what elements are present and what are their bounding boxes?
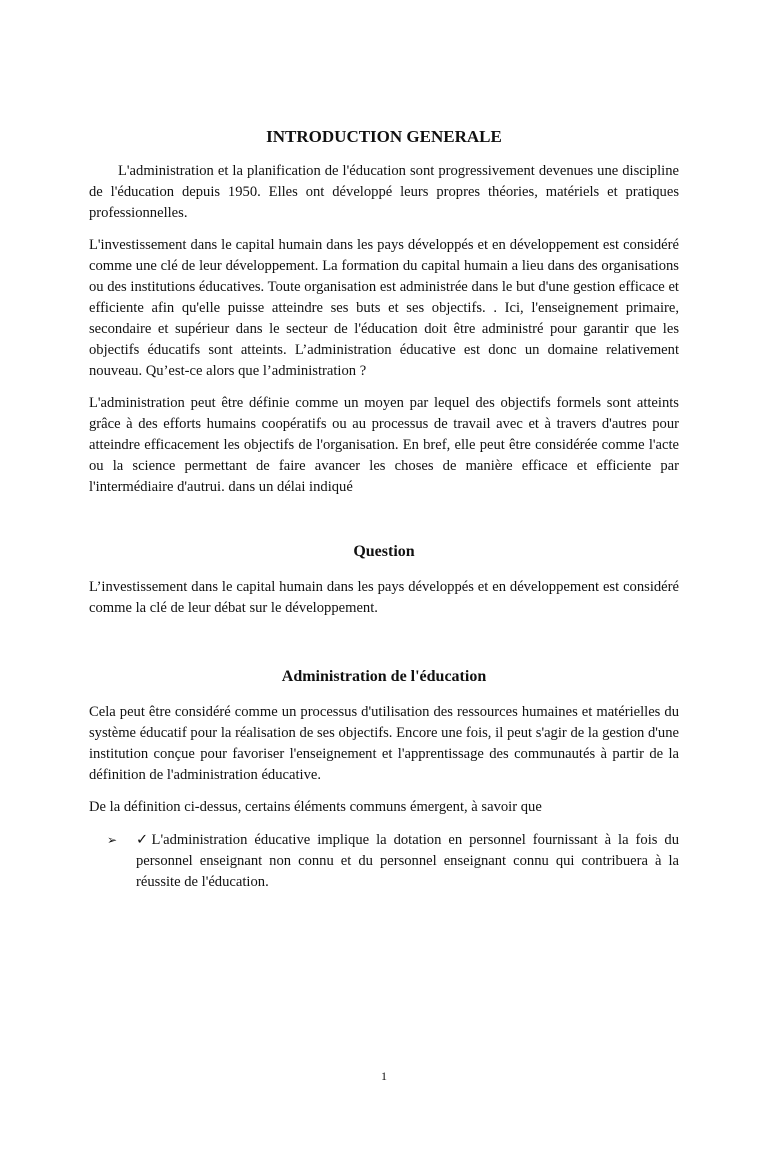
- document-page: [0, 125, 768, 1149]
- administration-paragraph-1: Cela peut être considéré comme un processus d'utilisation des ressources humaines et matérielles du système éducatif pour la réalisation de ses objectifs. Encore une fois, il peut s'agir de la gestion d'une institution conçue pour favoriser l'enseignement et l'apprentissage des communautés à partir de la définition de l'administration éducative.: [89, 704, 679, 783]
- question-paragraph: L’investissement dans le capital humain dans les pays développés et en développement est considéré comme la clé de leur débat sur le développement.: [89, 579, 679, 616]
- intro-paragraph-1: L'administration et la planification de l'éducation sont progressivement devenues une discipline de l'éducation depuis 1950. Elles ont développé leurs propres théories, matériels et pratiques professionnelles.: [89, 163, 679, 221]
- administration-paragraph-2: De la définition ci-dessus, certains éléments communs émergent, à savoir que: [89, 799, 542, 815]
- bullet-text: ✓L'administration éducative implique la dotation en personnel fournissant à la fois du personnel enseignant non connu et du personnel enseignant connu qui contribuera à la réussite de l'éducation.: [136, 832, 679, 890]
- bullet-list: [89, 830, 679, 893]
- question-heading: Question: [353, 543, 415, 560]
- intro-paragraph-3: L'administration peut être définie comme un moyen par lequel des objectifs formels sont atteints grâce à des efforts humains coopératifs ou au processus de travail avec et à travers d'autres pour atteindre efficacement les objectifs de l'organisation. En bref, elle peut être considérée comme l'acte ou la science permettant de faire avancer les choses de manière efficace et efficiente par l'intermédiaire d'autrui. dans un délai indiqué: [89, 395, 679, 495]
- administration-heading: Administration de l'éducation: [281, 668, 487, 685]
- arrowhead-bullet-icon: ➢: [107, 833, 118, 847]
- intro-paragraph-2: L'investissement dans le capital humain dans les pays développés et en développement est considéré comme une clé de leur développement. La formation du capital humain a lieu dans des organisations ou des institutions éducatives. Toute organisation est administrée dans le but d'une gestion efficace et efficiente afin qu'elle puisse atteindre ses buts et ses objectifs. . Ici, l'enseignement primaire, secondaire et supérieur dans le secteur de l'éducation doit être administré pour garantir que les objectifs éducatifs sont atteints. L’administration éducative est donc un domaine relativement nouveau. Qu’est-ce alors que l’administration ?: [89, 237, 679, 379]
- page-title: INTRODUCTION GENERALE: [266, 127, 502, 146]
- list-item: [107, 830, 679, 893]
- page-number: 1: [381, 1069, 387, 1083]
